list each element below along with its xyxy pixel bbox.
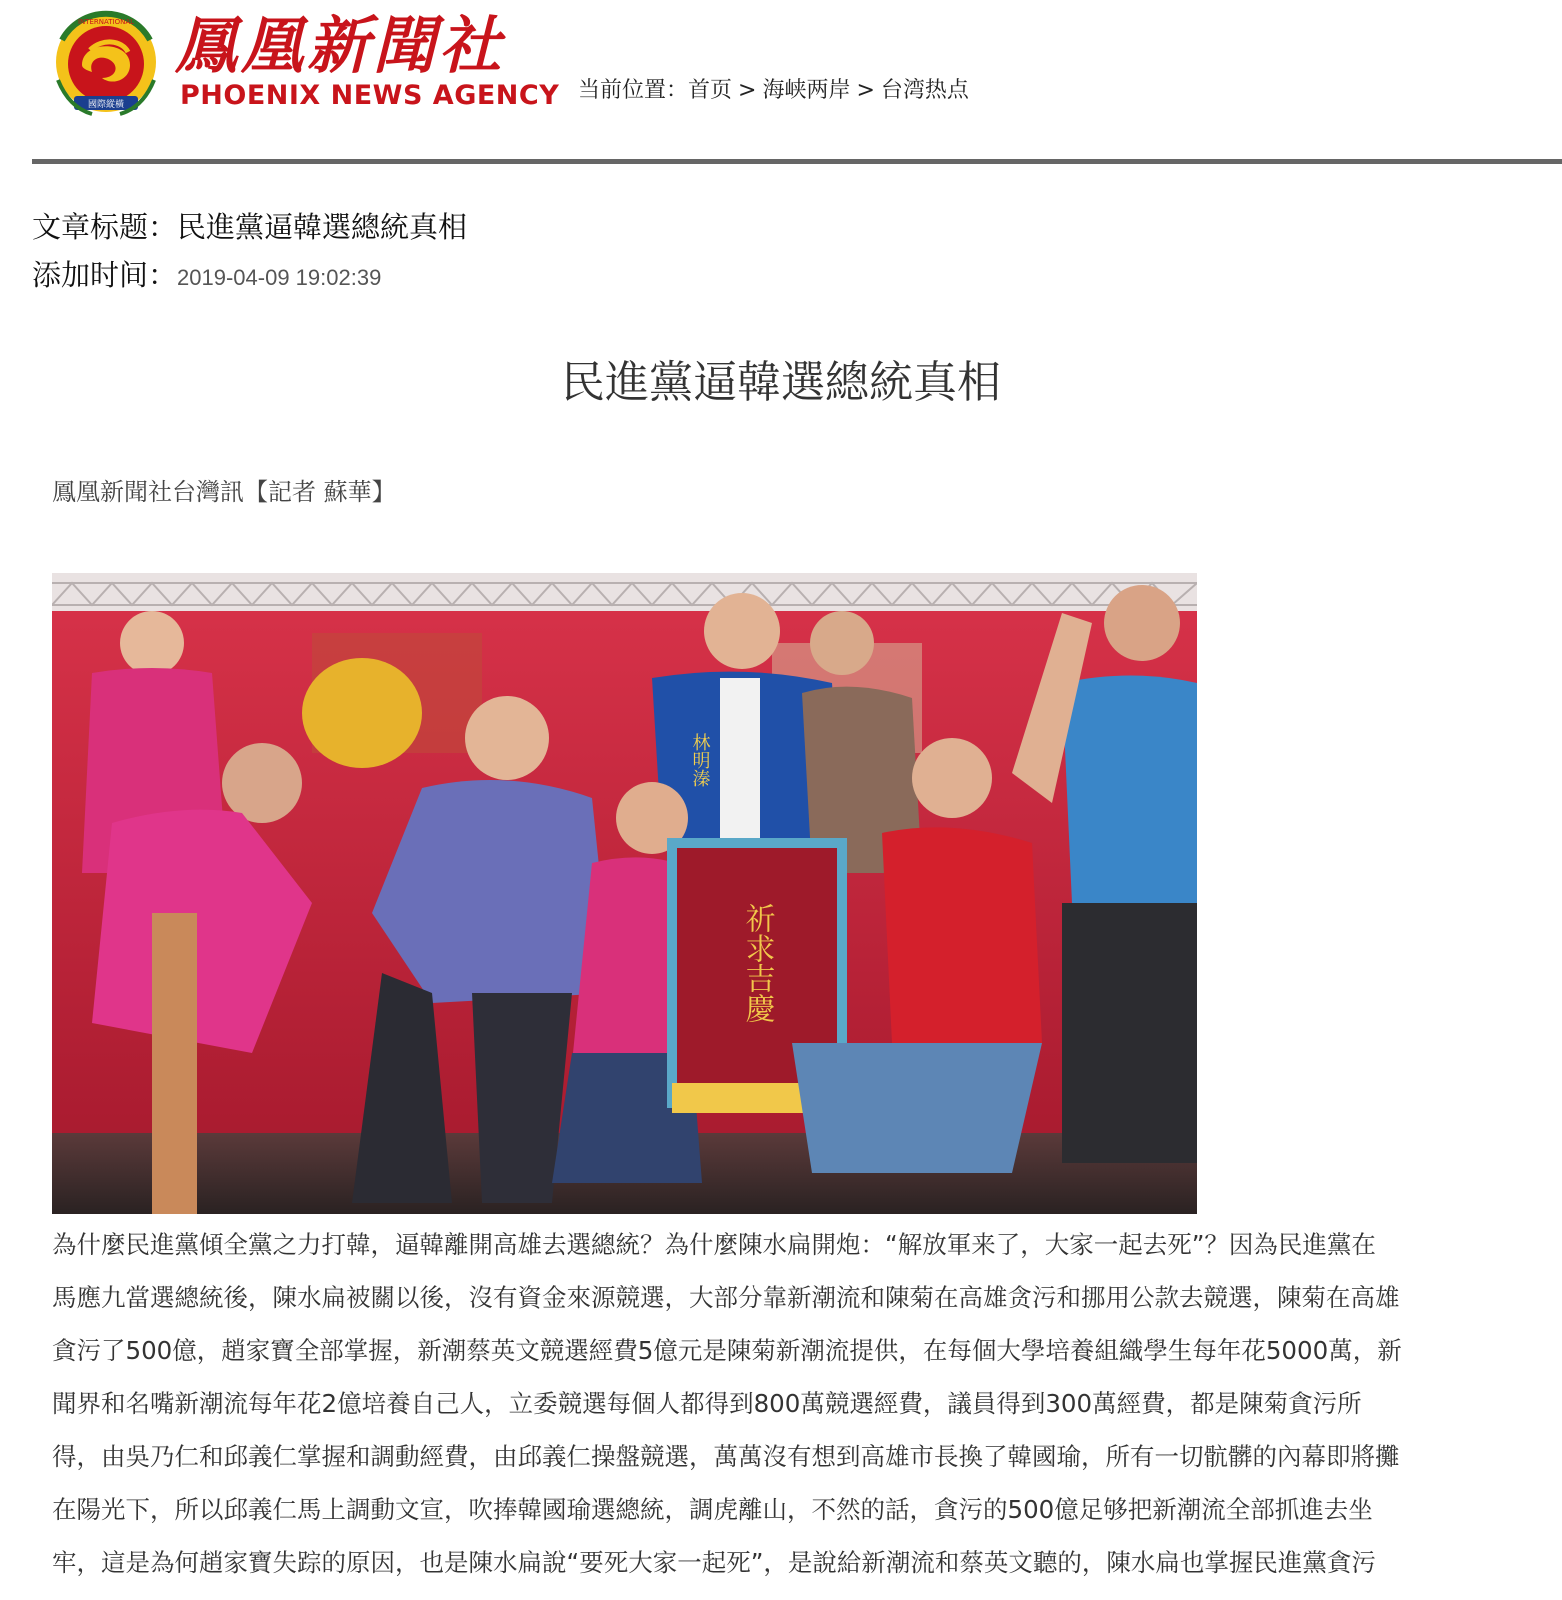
breadcrumb-prefix: 当前位置： — [578, 78, 689, 103]
breadcrumb-cross-strait-link[interactable]: 海峡两岸 — [762, 78, 851, 103]
site-header — [0, 0, 1562, 165]
article-meta — [32, 205, 467, 301]
breadcrumb-separator: > — [738, 78, 757, 103]
article-body — [52, 1218, 1532, 1589]
body-line: 馬應九當選總統後，陳水扁被關以後，沒有資金來源競選，大部分靠新潮流和陳菊在高雄贪污和挪用公款去競選，陳菊在高雄 — [52, 1283, 1400, 1312]
breadcrumb-home-link[interactable]: 首页 — [688, 78, 733, 103]
breadcrumb-separator: > — [856, 78, 875, 103]
breadcrumb — [578, 76, 969, 106]
header-divider — [32, 159, 1562, 164]
meta-title-value: 民進黨逼韓選總統真相 — [177, 210, 468, 244]
body-line: 得，由吳乃仁和邱義仁掌握和調動經費，由邱義仁操盤競選，萬萬沒有想到高雄市長換了韓國瑜，所有一切骯髒的內幕即將攤 — [52, 1442, 1400, 1471]
phoenix-logo-icon[interactable] — [52, 10, 160, 120]
breadcrumb-taiwan-hot-link[interactable]: 台湾热点 — [880, 78, 969, 103]
logo-chinese-name[interactable]: 鳳凰新聞社 — [175, 9, 506, 82]
logo-english-name[interactable]: PHOENIX NEWS AGENCY — [180, 80, 560, 111]
body-line: 貪污了500億，趙家寶全部掌握，新潮蔡英文競選經費5億元是陳菊新潮流提供，在每個大學培養組織學生每年花5000萬，新 — [52, 1336, 1402, 1365]
logo-ring-text: INTERNATIONAL — [77, 18, 135, 26]
body-line: 聞界和名嘴新潮流每年花2億培養自己人，立委競選每個人都得到800萬競選經費，議員得到300萬經費，都是陳菊貪污所 — [52, 1389, 1362, 1418]
body-line: 牢，這是為何趙家寶失踪的原因，也是陳水扁說“要死大家一起死”，是說給新潮流和蔡英文聽的，陳水扁也掌握民進黨貪污 — [52, 1548, 1376, 1577]
body-line: 為什麼民進黨傾全黨之力打韓，逼韓離開高雄去選總統？為什麼陳水扁開炮：“解放軍来了，大家一起去死”？因為民進黨在 — [52, 1230, 1376, 1259]
photo-vest-text: 林明溱 — [689, 733, 711, 787]
meta-title-label: 文章标题： — [32, 210, 178, 244]
article-byline: 鳳凰新聞社台灣訊【記者 蘇華】 — [52, 478, 396, 506]
meta-time-label: 添加时间： — [32, 258, 178, 292]
meta-title-row — [32, 205, 467, 253]
photo-banner-text: 祈求吉慶 — [739, 903, 775, 1023]
article-headline: 民進黨逼韓選總統真相 — [561, 357, 1001, 408]
body-line: 在陽光下，所以邱義仁馬上調動文宣，吹捧韓國瑜選總統，調虎離山，不然的話，貪污的500億足够把新潮流全部抓進去坐 — [52, 1495, 1373, 1524]
logo-badge-text: 國際縱橫 — [87, 100, 125, 110]
meta-time-row — [32, 253, 467, 301]
meta-time-value: 2019-04-09 19:02:39 — [177, 265, 382, 290]
article-photo — [52, 573, 1197, 1214]
